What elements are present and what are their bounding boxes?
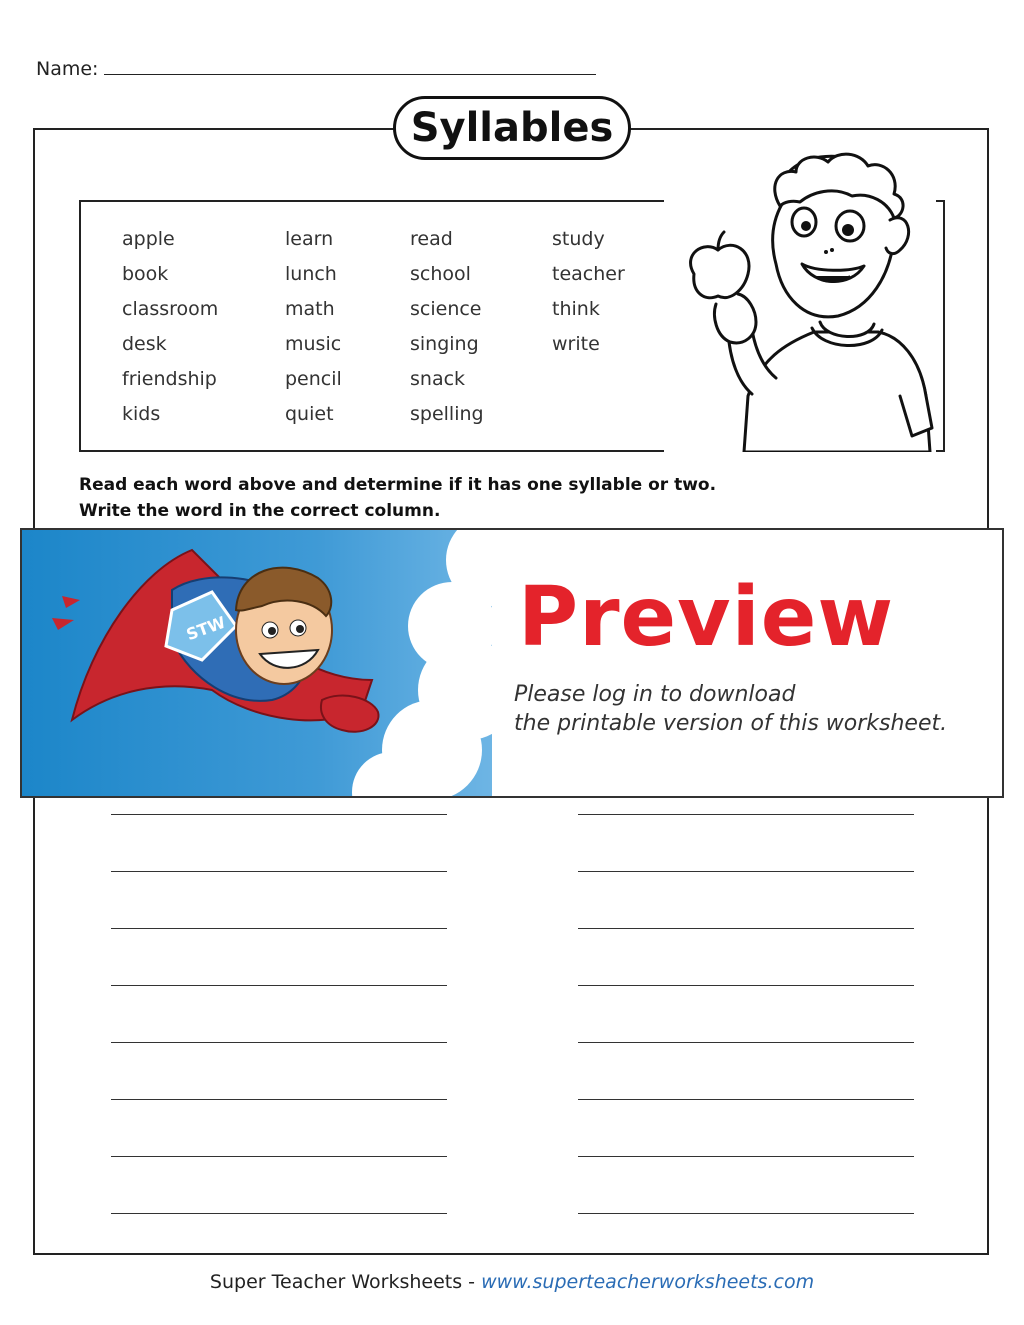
word-item: learn (285, 228, 334, 250)
page-title: Syllables (393, 96, 631, 160)
preview-line-1: Please log in to download (514, 682, 796, 707)
word-item: pencil (285, 368, 342, 390)
word-item: read (410, 228, 453, 250)
answer-lines-right (578, 814, 914, 1270)
name-field-row (36, 56, 596, 80)
answer-line[interactable] (111, 1042, 447, 1043)
answer-line[interactable] (111, 871, 447, 872)
answer-line[interactable] (578, 928, 914, 929)
preview-subtext (514, 680, 947, 738)
answer-line[interactable] (111, 928, 447, 929)
word-item: spelling (410, 403, 484, 425)
word-item: snack (410, 368, 466, 390)
word-item: math (285, 298, 335, 320)
word-item: friendship (122, 368, 217, 390)
word-item: study (552, 228, 605, 250)
preview-banner (20, 528, 1004, 798)
instructions-line-2: Write the word in the correct column. (79, 501, 441, 521)
word-item: school (410, 263, 471, 285)
hero-fist (321, 696, 379, 732)
answer-line[interactable] (578, 1099, 914, 1100)
footer-url-link[interactable]: www.superteacherworksheets.com (481, 1271, 815, 1293)
answer-line[interactable] (111, 1213, 447, 1214)
badge-text: STW (183, 612, 228, 645)
answer-line[interactable] (111, 1099, 447, 1100)
word-item: teacher (552, 263, 625, 285)
word-bank-column-4 (552, 222, 625, 362)
name-line[interactable] (104, 56, 596, 75)
word-item: singing (410, 333, 479, 355)
answer-line[interactable] (578, 985, 914, 986)
answer-lines-left (111, 814, 447, 1270)
answer-line[interactable] (111, 985, 447, 986)
answer-line[interactable] (578, 814, 914, 815)
word-item: music (285, 333, 342, 355)
hero-boots (52, 596, 80, 630)
instructions-line-1: Read each word above and determine if it has one syllable or two. (79, 475, 717, 495)
preview-heading: Preview (518, 570, 895, 665)
word-item: think (552, 298, 600, 320)
word-item: kids (122, 403, 161, 425)
instructions (79, 472, 716, 524)
answer-line[interactable] (578, 871, 914, 872)
footer (0, 1271, 1024, 1293)
word-item: lunch (285, 263, 337, 285)
answer-line[interactable] (578, 1213, 914, 1214)
word-item: quiet (285, 403, 334, 425)
word-bank-column-2 (285, 222, 342, 432)
name-label: Name: (36, 58, 99, 80)
answer-line[interactable] (111, 814, 447, 815)
boy-with-apple-illustration (664, 146, 936, 452)
word-bank-column-1 (122, 222, 218, 432)
answer-line[interactable] (111, 1156, 447, 1157)
answer-line[interactable] (578, 1042, 914, 1043)
preview-line-2: the printable version of this worksheet. (514, 711, 948, 736)
footer-brand: Super Teacher Worksheets - (209, 1271, 482, 1293)
word-item: science (410, 298, 482, 320)
word-item: desk (122, 333, 167, 355)
word-item: book (122, 263, 169, 285)
word-item: write (552, 333, 600, 355)
word-item: classroom (122, 298, 219, 320)
word-bank-column-3 (410, 222, 484, 432)
word-item: apple (122, 228, 175, 250)
answer-line[interactable] (578, 1156, 914, 1157)
